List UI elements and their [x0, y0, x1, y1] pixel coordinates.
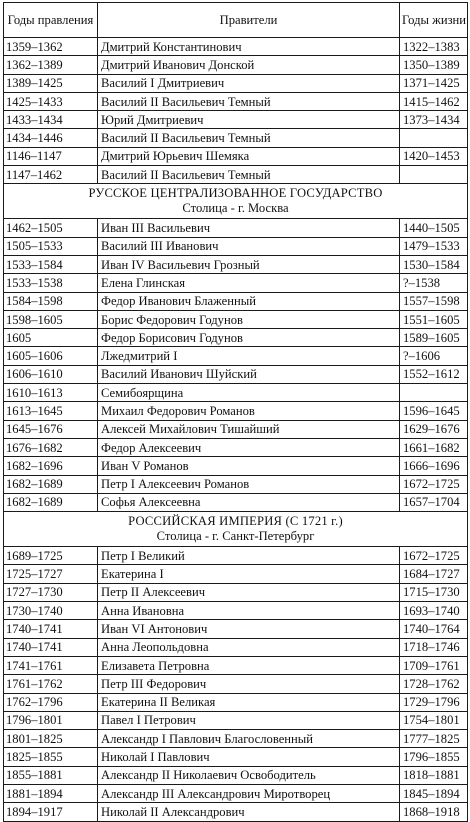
ruler-name-cell: Александр II Николаевич Освободитель — [98, 766, 400, 784]
life-years-cell: 1552–1612 — [400, 365, 468, 383]
rulers-table — [3, 2, 468, 822]
life-years-cell: 1715–1730 — [400, 583, 468, 601]
ruler-name-cell: Василий Иванович Шуйский — [98, 365, 400, 383]
life-years-cell: 1818–1881 — [400, 766, 468, 784]
reign-years-cell: 1605 — [4, 329, 98, 347]
ruler-name-cell: Дмитрий Константинович — [98, 38, 400, 56]
reign-years-cell: 1727–1730 — [4, 583, 98, 601]
section-header-row — [4, 184, 468, 219]
life-years-cell: 1845–1894 — [400, 784, 468, 802]
table-row — [4, 420, 468, 438]
reign-years-cell: 1462–1505 — [4, 219, 98, 237]
reign-years-cell: 1613–1645 — [4, 402, 98, 420]
life-years-cell: 1551–1605 — [400, 310, 468, 328]
reign-years-cell: 1645–1676 — [4, 420, 98, 438]
table-row — [4, 365, 468, 383]
reign-years-cell: 1682–1696 — [4, 457, 98, 475]
ruler-name-cell: Василий II Васильевич Темный — [98, 166, 400, 184]
reign-years-cell: 1801–1825 — [4, 730, 98, 748]
reign-years-cell: 1676–1682 — [4, 438, 98, 456]
reign-years-cell: 1505–1533 — [4, 237, 98, 255]
life-years-cell: 1672–1725 — [400, 547, 468, 565]
ruler-name-cell: Екатерина I — [98, 565, 400, 583]
ruler-name-cell: Анна Ивановна — [98, 602, 400, 620]
table-row — [4, 565, 468, 583]
reign-years-cell: 1605–1606 — [4, 347, 98, 365]
table-row — [4, 147, 468, 165]
table-row — [4, 402, 468, 420]
ruler-name-cell: Павел I Петрович — [98, 711, 400, 729]
section-header-cell — [4, 512, 468, 547]
section-title: РУССКОЕ ЦЕНТРАЛИЗОВАННОЕ ГОСУДАРСТВО — [88, 186, 383, 201]
life-years-cell: 1629–1676 — [400, 420, 468, 438]
life-years-cell: 1661–1682 — [400, 438, 468, 456]
reign-years-cell: 1359–1362 — [4, 38, 98, 56]
header-rulers: Правители — [98, 3, 400, 38]
ruler-name-cell: Семибоярщина — [98, 384, 400, 402]
reign-years-cell: 1740–1741 — [4, 638, 98, 656]
reign-years-cell: 1855–1881 — [4, 766, 98, 784]
life-years-cell: 1868–1918 — [400, 803, 468, 821]
life-years-cell: 1322–1383 — [400, 38, 468, 56]
reign-years-cell: 1725–1727 — [4, 565, 98, 583]
reign-years-cell: 1425–1433 — [4, 92, 98, 110]
life-years-cell: 1666–1696 — [400, 457, 468, 475]
section-subtitle: Столица - г. Санкт-Петербург — [156, 529, 315, 544]
table-row — [4, 438, 468, 456]
reign-years-cell: 1610–1613 — [4, 384, 98, 402]
reign-years-cell: 1761–1762 — [4, 675, 98, 693]
reign-years-cell: 1606–1610 — [4, 365, 98, 383]
life-years-cell: 1373–1434 — [400, 111, 468, 129]
life-years-cell: 1596–1645 — [400, 402, 468, 420]
table-row — [4, 748, 468, 766]
ruler-name-cell: Лжедмитрий I — [98, 347, 400, 365]
reign-years-cell: 1741–1761 — [4, 656, 98, 674]
section-title: РОССИЙСКАЯ ИМПЕРИЯ (С 1721 г.) — [128, 514, 343, 529]
reign-years-cell: 1147–1462 — [4, 166, 98, 184]
table-row — [4, 784, 468, 802]
ruler-name-cell: Александр I Павлович Благословенный — [98, 730, 400, 748]
table-row — [4, 620, 468, 638]
ruler-name-cell: Дмитрий Юрьевич Шемяка — [98, 147, 400, 165]
table-row — [4, 310, 468, 328]
life-years-cell: 1754–1801 — [400, 711, 468, 729]
table-row — [4, 38, 468, 56]
ruler-name-cell: Елена Глинская — [98, 274, 400, 292]
table-row — [4, 274, 468, 292]
life-years-cell: 1371–1425 — [400, 74, 468, 92]
table-row — [4, 166, 468, 184]
table-row — [4, 803, 468, 821]
life-years-cell: 1672–1725 — [400, 475, 468, 493]
life-years-cell: 1589–1605 — [400, 329, 468, 347]
reign-years-cell: 1389–1425 — [4, 74, 98, 92]
section-header-cell — [4, 184, 468, 219]
ruler-name-cell: Дмитрий Иванович Донской — [98, 56, 400, 74]
life-years-cell: 1718–1746 — [400, 638, 468, 656]
table-row — [4, 730, 468, 748]
table-row — [4, 111, 468, 129]
ruler-name-cell: Федор Борисович Годунов — [98, 329, 400, 347]
reign-years-cell: 1881–1894 — [4, 784, 98, 802]
table-row — [4, 656, 468, 674]
table-row — [4, 693, 468, 711]
life-years-cell: 1729–1796 — [400, 693, 468, 711]
reign-years-cell: 1689–1725 — [4, 547, 98, 565]
ruler-name-cell: Екатерина II Великая — [98, 693, 400, 711]
reign-years-cell: 1533–1584 — [4, 255, 98, 273]
life-years-cell: ?–1538 — [400, 274, 468, 292]
header-years-of-reign: Годы правления — [4, 3, 98, 38]
ruler-name-cell: Алексей Михайлович Тишайший — [98, 420, 400, 438]
reign-years-cell: 1598–1605 — [4, 310, 98, 328]
life-years-cell: 1777–1825 — [400, 730, 468, 748]
header-years-of-life: Годы жизни — [400, 3, 468, 38]
table-row — [4, 219, 468, 237]
life-years-cell: 1420–1453 — [400, 147, 468, 165]
table-row — [4, 638, 468, 656]
table-row — [4, 237, 468, 255]
life-years-cell: 1350–1389 — [400, 56, 468, 74]
life-years-cell: 1479–1533 — [400, 237, 468, 255]
life-years-cell — [400, 129, 468, 147]
table-body — [4, 38, 468, 822]
life-years-cell: 1728–1762 — [400, 675, 468, 693]
reign-years-cell: 1825–1855 — [4, 748, 98, 766]
life-years-cell: 1740–1764 — [400, 620, 468, 638]
ruler-name-cell: Петр II Алексеевич — [98, 583, 400, 601]
ruler-name-cell: Николай I Павлович — [98, 748, 400, 766]
table-header-row — [4, 3, 468, 38]
ruler-name-cell: Василий II Васильевич Темный — [98, 129, 400, 147]
reign-years-cell: 1146–1147 — [4, 147, 98, 165]
ruler-name-cell: Иван V Романов — [98, 457, 400, 475]
ruler-name-cell: Анна Леопольдовна — [98, 638, 400, 656]
table-row — [4, 547, 468, 565]
section-header-row — [4, 512, 468, 547]
rulers-table-container — [3, 2, 467, 822]
reign-years-cell: 1433–1434 — [4, 111, 98, 129]
table-row — [4, 74, 468, 92]
table-row — [4, 711, 468, 729]
reign-years-cell: 1682–1689 — [4, 493, 98, 511]
ruler-name-cell: Иван VI Антонович — [98, 620, 400, 638]
reign-years-cell: 1434–1446 — [4, 129, 98, 147]
table-row — [4, 602, 468, 620]
life-years-cell: 1440–1505 — [400, 219, 468, 237]
table-row — [4, 384, 468, 402]
table-row — [4, 347, 468, 365]
life-years-cell — [400, 384, 468, 402]
ruler-name-cell: Иван IV Васильевич Грозный — [98, 255, 400, 273]
reign-years-cell: 1796–1801 — [4, 711, 98, 729]
life-years-cell: ?–1606 — [400, 347, 468, 365]
table-row — [4, 255, 468, 273]
table-row — [4, 457, 468, 475]
reign-years-cell: 1682–1689 — [4, 475, 98, 493]
life-years-cell: 1796–1855 — [400, 748, 468, 766]
ruler-name-cell: Петр I Великий — [98, 547, 400, 565]
reign-years-cell: 1730–1740 — [4, 602, 98, 620]
ruler-name-cell: Елизавета Петровна — [98, 656, 400, 674]
reign-years-cell: 1362–1389 — [4, 56, 98, 74]
life-years-cell: 1709–1761 — [400, 656, 468, 674]
reign-years-cell: 1762–1796 — [4, 693, 98, 711]
life-years-cell: 1530–1584 — [400, 255, 468, 273]
life-years-cell: 1415–1462 — [400, 92, 468, 110]
table-row — [4, 675, 468, 693]
ruler-name-cell: Федор Иванович Блаженный — [98, 292, 400, 310]
ruler-name-cell: Софья Алексеевна — [98, 493, 400, 511]
table-row — [4, 56, 468, 74]
table-row — [4, 292, 468, 310]
ruler-name-cell: Василий I Дмитриевич — [98, 74, 400, 92]
ruler-name-cell: Василий III Иванович — [98, 237, 400, 255]
table-row — [4, 329, 468, 347]
table-row — [4, 583, 468, 601]
table-row — [4, 493, 468, 511]
ruler-name-cell: Борис Федорович Годунов — [98, 310, 400, 328]
ruler-name-cell: Михаил Федорович Романов — [98, 402, 400, 420]
ruler-name-cell: Федор Алексеевич — [98, 438, 400, 456]
table-row — [4, 129, 468, 147]
ruler-name-cell: Иван III Васильевич — [98, 219, 400, 237]
life-years-cell: 1657–1704 — [400, 493, 468, 511]
ruler-name-cell: Василий II Васильевич Темный — [98, 92, 400, 110]
life-years-cell: 1684–1727 — [400, 565, 468, 583]
reign-years-cell: 1894–1917 — [4, 803, 98, 821]
ruler-name-cell: Николай II Александрович — [98, 803, 400, 821]
table-row — [4, 766, 468, 784]
life-years-cell: 1557–1598 — [400, 292, 468, 310]
reign-years-cell: 1584–1598 — [4, 292, 98, 310]
reign-years-cell: 1533–1538 — [4, 274, 98, 292]
life-years-cell: 1693–1740 — [400, 602, 468, 620]
ruler-name-cell: Петр I Алексеевич Романов — [98, 475, 400, 493]
life-years-cell — [400, 166, 468, 184]
ruler-name-cell: Юрий Дмитриевич — [98, 111, 400, 129]
ruler-name-cell: Петр III Федорович — [98, 675, 400, 693]
ruler-name-cell: Александр III Александрович Миротворец — [98, 784, 400, 802]
table-row — [4, 475, 468, 493]
table-row — [4, 92, 468, 110]
reign-years-cell: 1740–1741 — [4, 620, 98, 638]
section-subtitle: Столица - г. Москва — [182, 201, 289, 216]
